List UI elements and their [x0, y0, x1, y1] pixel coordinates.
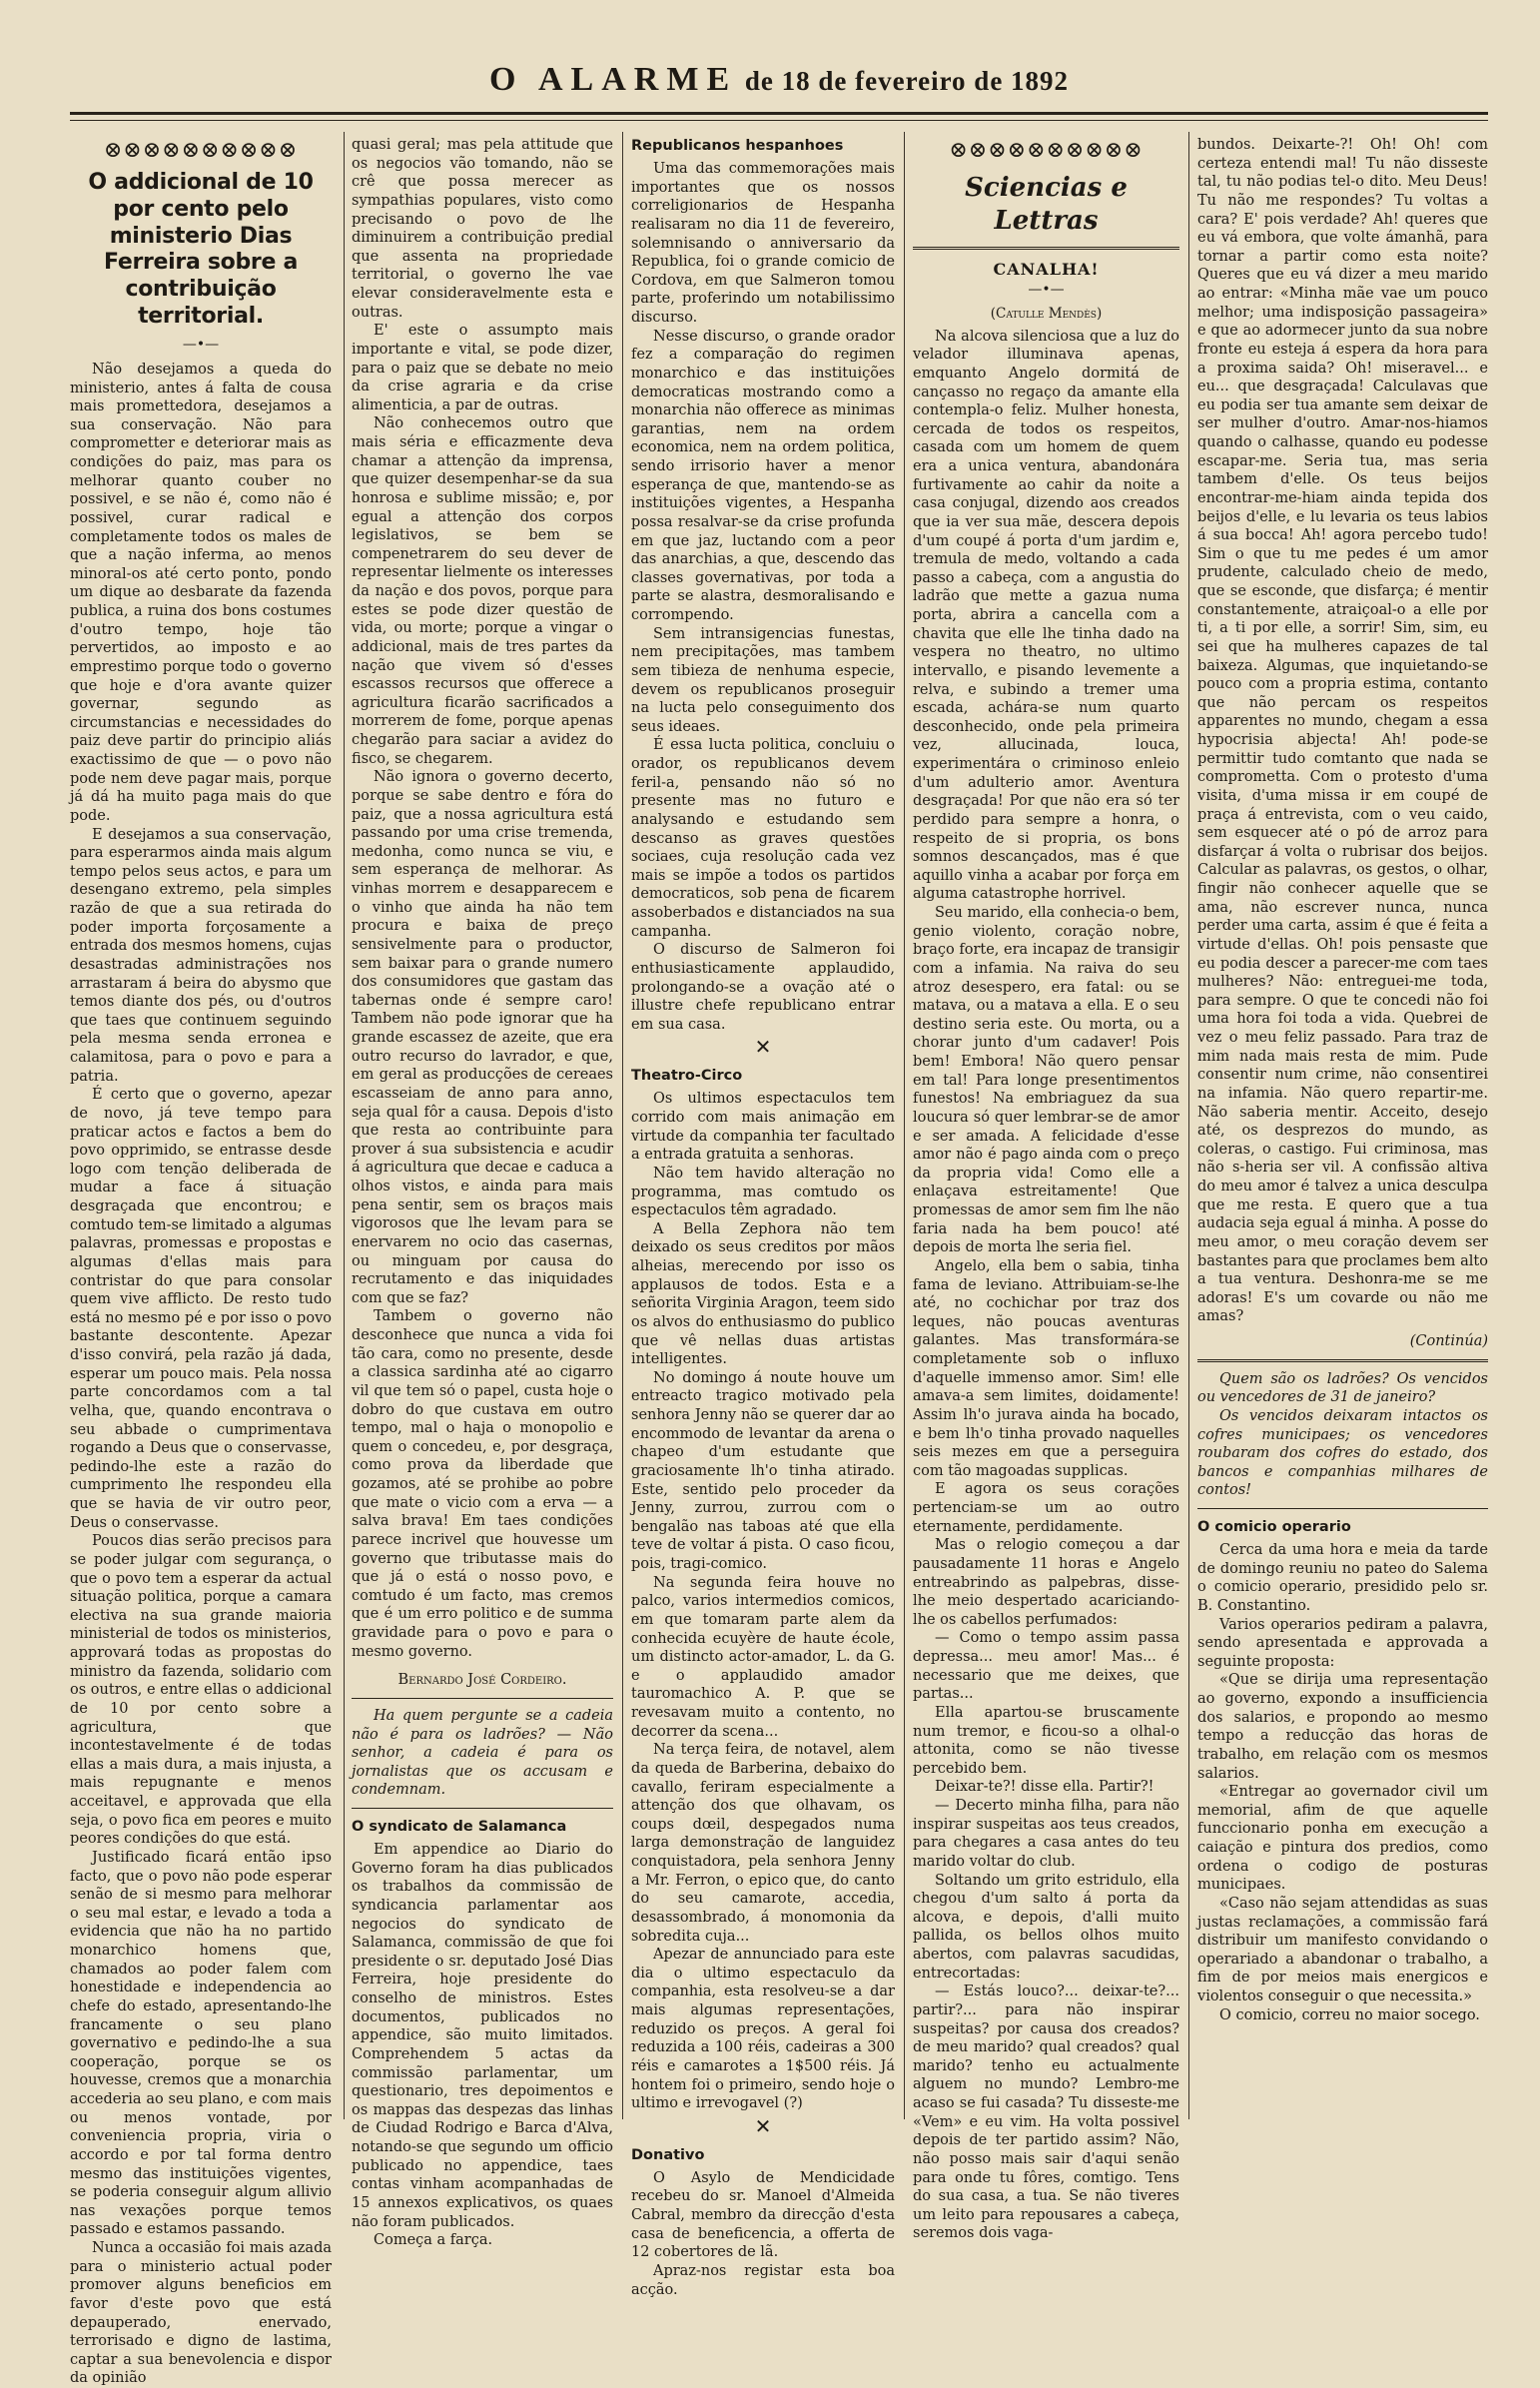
column-divider: [622, 132, 623, 2119]
paragraph: O discurso de Salmeron foi enthusiasticamente applaudido, prolongando-se a ovação até o illustre chefe republicano entrar em sua casa.: [631, 942, 895, 1033]
paragraph: — Estás louco?... deixar-te?... partir?... para não inspirar suspeitas? por causa dos creados? de meu marido? qual creados? qual marido? tenho eu actualmente alguem no mundo? Lembro-me acaso se fui casada? Tu disseste-me «Vem» e eu vim. Ha volta possivel depois de ter partido assim? Não, não posso mais sair d'aqui senão para onde tu fôres, comtigo. Tens do sua casa, a tua. Se não tiveres um leito para repousares a cabeça, seremos dois vaga-: [913, 1984, 1179, 2242]
paragraph: A Bella Zephora não tem deixado os seus creditos por mãos alheias, merecendo por isso os applausos de todos. Esta e a señorita Virginia Aragon, teem sido os alvos do enthusiasmo do publico que vê nellas duas artistas intelligentes.: [631, 1220, 895, 1368]
section-title: O comicio operario: [1197, 1519, 1351, 1535]
paragraph: Angelo, ella bem o sabia, tinha fama de leviano. Attribuiam-se-lhe até, no cochichar por traz dos leques, não poucas aventuras galantes. Mas transformára-se completamente sob o influxo d'aquelle immenso amor. Sim! elle amava-a sem limites, doidamente! Assim lh'o jurava ainda ha bocado, e bem lh'o tinha provado naquelles seis mezes em que a perseguira com tão magoadas supplicas.: [913, 1257, 1179, 1479]
paragraph: Seu marido, ella conhecia-o bem, genio violento, coração nobre, braço forte, era incapaz de transigir com a infamia. Na raiva do seu atroz desespero, era fatal: ou se matava, ou a matava a ella. E o seu destino seria este. Ou morta, ou a chorar junto d'um cadaver! Pois bem! Embora! Não quero pensar em tal! Para longe presentimentos funestos! Na embriaguez da sua loucura só quer lembrar-se de amor e ser amada. A felicidade d'esse amor não é pago ainda com o preço da propria vida! Como elle a enlaçava estreitamente! Que promessas de amor sem fim lhe não faria nada ha bem pouco! até depois de morta lhe seria fiel.: [913, 905, 1179, 1256]
divider: [352, 1698, 613, 1699]
paragraph: Na segunda feira houve no palco, varios intermedios comicos, em que tomaram parte alem da conhecida ecuyère de haute école, um distincto actor-amador, L. da G. e o applaudido amador tauromachico A. P. que se revesavam muito a contento, no decorrer da scena...: [631, 1574, 895, 1740]
quip-text: Quem são os ladrões? Os vencidos ou vencedores de 31 de janeiro?: [1197, 1370, 1488, 1406]
paragraph: bundos. Deixarte-?! Oh! Oh! com certeza entendi mal! Tu não disseste tal, tu não podias tel-o dito. Meu Deus! Tu não me respondes? Tu voltas a cara? E' pois verdade? Ah! queres que eu vá embora, que volte ámanhã, para tornar a partir como esta noite? Queres que eu vá dizer a meu marido ao entrar: «Minha mãe vae um pouco melhor; uma indisposição passageira» e que ao adormecer junto da sua nobre fronte eu esteja á espera da hora para a proxima saida? Oh! miseravel... e eu... que desgraçada! Calculavas que eu podia ser tua amante sem deixar de ser mulher d'outro. Amar-nos-hiamos quando o calhasse, quando eu podesse escapar-me. Seria tua, mas seria tambem d'elle. Os teus beijos encontrar-me-hiam ainda tepida dos beijos d'elle, e lu levaria os teus labios á sua bocca! Ah! agora percebo tudo! Sim o que tu me pedes é um amor prudente, calculado cheio de medo, que se esconde, que disfarça; é mentir constantemente, atraiçoal-o a elle por ti, a ti por elle, a sorrir! Sim, sim, eu sei que ha mulheres capazes de tal baixeza. Algumas, que inquietando-se pouco com a propria estima, contanto que não percam os respeitos apparentes no mundo, chegam a essa hypocrisia abjecta! Ah! pode-se permittir tudo comtanto que nada se comprometta. Com o protesto d'uma visita, d'uma missa ir em coupé de praça á entrevista, com o veu caido, sem esquecer até o pó de arroz para disfarçar á volta o rubrisar dos beijos. Calcular as palavras, os gestos, o olhar, fingir não conhecer aquelle que se ama, não escrever nunca, nunca perder uma carta, assim é que é feita a virtude d'ellas. Oh! pois pensaste que eu podia descer a parecer-me com taes mulheres? Não: entreguei-me toda, para sempre. O que te concedi não foi uma hora foi toda a vida. Quebrei de vez o meu feliz passado. Para traz de mim nada mais resta de mim. Pude consentir num crime, não consentirei na infamia. Não quero repartir-me. Não saberia mentir. Acceito, desejo até, os desprezos do mundo, as coleras, o castigo. Fui criminosa, mas não s-heria ser vil. A confissão altiva do meu amor é talvez a unica desculpa que me resta. E quero que a tua audacia seja egual á minha. A posse do meu amor, o meu coração devem ser bastantes para que proclames bem alto a tua ventura. Deshonra-me se me adoras! E's um covarde ou não me amas?: [1197, 137, 1488, 1325]
divider: [352, 1808, 613, 1809]
paragraph: «Que se dirija uma representação ao governo, expondo a insufficiencia dos salarios, e propondo ao mesmo tempo a reducção das horas de trabalho, em relação com os mesmos salarios.: [1197, 1672, 1488, 1782]
section-heading: Sciencias e Lettras: [965, 173, 1128, 237]
quip-text: Ha quem pergunte se a cadeia não é para os ladrões? — Não senhor, a cadeia é para os jornalistas que os accusam e condemnam.: [352, 1707, 613, 1799]
paragraph: Ella apartou-se bruscamente num tremor, e ficou-so a olhal-o attonita, como se não tivesse percebido bem.: [913, 1704, 1179, 1777]
paragraph: Deixar-te?! disse ella. Partir?!: [935, 1779, 1155, 1796]
paragraph: Sem intransigencias funestas, nem precipitações, mas tambem sem tibieza de nenhuma especie, devem os republicanos proseguir na lucta pelo conseguimento dos seus ideaes.: [631, 625, 895, 735]
section-title: Theatro-Circo: [631, 1068, 743, 1085]
divider: [1197, 1359, 1488, 1362]
paragraph: Nunca a occasião foi mais azada para o ministerio actual poder promover alguns beneficios em favor d'este povo que está depauperado, enervado, terrorisado e digno de lastima, captar a sua benevolencia e dispor da opinião: [70, 2240, 332, 2387]
paragraph: Apraz-nos registar esta boa acção.: [631, 2262, 895, 2298]
story-author: (Catulle Mendès): [990, 306, 1103, 323]
paragraph: Tambem o governo não desconhece que nunca a vida foi tão cara, como no presente, desde a classica sardinha até ao cigarro vil que tem só o papel, custa hoje o dobro do que custava em outro tempo, mal o haja o monopolio e quem o concedeu, e, por desgraça, como prova da liberdade que gozamos, até se prohibe ao pobre que mate o vicio com a erva — a salva brava! Em taes condições parece incrivel que houvesse um governo que tributasse mais do que já o está o nosso povo, e comtudo é um facto, mas cremos que é um erro politico e de summa gravidade para o povo e para o mesmo governo.: [352, 1308, 613, 1660]
paragraph: Não ignora o governo decerto, porque se sabe dentro e fóra do paiz, que a nossa agricultura está passando por uma crise tremenda, medonha, como nunca se viu, e sem esperança de melhorar. As vinhas morrem e desapparecem e o vinho que ainda ha não tem procura e baixa de preço sensivelmente para o productor, sem baixar para o grande numero dos consumidores que gastam das tabernas onde é sempre caro! Tambem não pode ignorar que ha grande escassez de azeite, que era outro recurso do lavrador, e que, em geral as producções de cereaes escasseiam de anno para anno, seja qual fôr a causa. Depois d'isto que resta ao contribuinte para prover á sua subsistencia e acudir á agricultura que decae e caduca a olhos vistos, e ainda para mais pena sentir, sem os braços mais vigorosos que lhe levam para se enervarem no ocio das casernas, ou minguam por causa do recrutamento e das iniquidades com que se faz?: [352, 769, 613, 1306]
paragraph: Cerca da uma hora e meia da tarde de domingo reuniu no pateo do Salema o comicio operario, presidido pelo sr. B. Constantino.: [1197, 1542, 1488, 1614]
paragraph: O comicio, correu no maior socego.: [1219, 2006, 1480, 2023]
quip-box: [352, 1707, 613, 1800]
paragraph: — Como o tempo assim passa depressa... meu amor! Mas... é necessario que me deixes, que partas...: [913, 1630, 1179, 1703]
article-headline: O addicional de 10 por cento pelo ministerio Dias Ferreira sobre a contribuição territorial.: [88, 170, 314, 330]
paragraph: Nesse discurso, o grande orador fez a comparação do regimen monarchico e das instituições democraticas mostrando como a monarchia não offerece as minimas garantias, nem na ordem economica, nem na ordem politica, sendo irrisorio haver a menor esperança de que, mantendo-se as instituições vigentes, a Hespanha possa resalvar-se da crise profunda em que jaz, luctando com a peor das anarchias, a que, descendo das classes governativas, por toda a parte se alastra, desmoralisando e corrompendo.: [631, 328, 895, 623]
paragraph: Em appendice ao Diario do Governo foram ha dias publicados os trabalhos da commissão de syndicancia parlamentar aos negocios do syndicato de Salamanca, commissão de que foi presidente o sr. deputado José Dias Ferreira, hoje presidente do conselho de ministros. Estes documentos, publicados no appendice, são muito limitados. Comprehendem 5 actas da commissão parlamentar, um questionario, tres depoimentos e os mappas das despezas das linhas de Ciudad Rodrigo e Barca d'Alva, notando-se que segundo um officio publicado no appendice, taes contas vinham acompanhadas de 15 annexos explicativos, os quaes não foram publicados.: [352, 1842, 613, 2230]
paragraph: Os ultimos espectaculos tem corrido com mais animação em virtude da companhia ter facultado a entrada gratuita a senhoras.: [631, 1091, 895, 1164]
column-divider: [344, 132, 345, 2119]
paragraph: Na alcova silenciosa que a luz do velador illuminava apenas, emquanto Angelo dormitá de cançasso no regaço da amante ella contempla-o feliz. Mulher honesta, cercada de todos os respeitos, casada com um homem de quem era a unica ventura, abandonára furtivamente ao cahir da noite a casa conjugal, dizendo aos creados que ia ver sua mãe, descera depois d'um coupé á porta d'um jardim e, tremula de medo, voltando a cada passo a cabeça, com a angustia do ladrão que mette a gazua numa porta, abrira a cancella com a chavita que elle lhe tinha dado na vespera no theatro, no ultimo intervallo, e pisando levemente a relva, e subindo a tremer uma escada, achára-se num quarto desconhecido, onde pela primeira vez, allucinada, louca, experimentára o criminoso enleio d'um adulterio amor. Aventura desgraçada! Por que não era só ter perdido para sempre a honra, o respeito de si propria, os bons somnos descançados, mas é que aquillo vinha a acabar por força em alguma catastrophe horrivel.: [913, 328, 1179, 903]
masthead-date: de 18 de fevereiro de 1892: [744, 66, 1070, 96]
paragraph: «Entregar ao governador civil um memorial, afim de que aquelle funccionario ponha em execução a caiação e pintura dos predios, como ordena o codigo de posturas municipaes.: [1197, 1784, 1488, 1894]
paragraph: Varios operarios pediram a palavra, sendo apresentada e approvada a seguinte proposta:: [1197, 1616, 1488, 1670]
paragraph: No domingo á noute houve um entreacto tragico motivado pela senhora Jenny não se querer dar ao encommodo de levantar da arena o chapeo d'um estudante que graciosamente lh'o tinha atirado. Este, sentido pelo proceder da Jenny, zurrou, zurrou com o bengalão nas taboas até que ella teve de voltar á pista. O caso ficou, pois, tragi-comico.: [631, 1369, 895, 1572]
header-rule-thin: [70, 120, 1488, 121]
story-title: CANALHA!: [993, 259, 1100, 279]
continua-label: (Continúa): [1409, 1333, 1488, 1349]
column-divider: [1188, 132, 1189, 2119]
ornament-border: ⊗⊗⊗⊗⊗⊗⊗⊗⊗⊗: [103, 138, 299, 163]
separator: —•—: [182, 336, 220, 353]
column-1: [70, 136, 332, 2387]
paragraph: Soltando um grito estridulo, ella chegou d'um salto á porta da alcova, e depois, d'alli muito pallida, os bellos olhos muito abertos, com palavras sacudidas, entrecortadas:: [913, 1872, 1179, 1982]
quip-text: Os vencidos deixaram intactos os cofres municipaes; os vencedores roubaram dos cofres do estado, dos bancos e companhias milhares de contos!: [1197, 1407, 1488, 1499]
paragraph: Não desejamos a queda do ministerio, antes á falta de cousa mais promettedora, desejamos a sua conservação. Não para comprometter e deteriorar mais as condições do paiz, mas para os melhorar quanto couber no possivel, e se não é, como não é possivel, curar radical e completamente todos os males de que a nação inferma, ao menos minoral-os até certo ponto, pondo um dique ao desbarate da fazenda publica, a ruina dos bons costumes d'outro tempo, hoje tão pervertidos, ao imposto e ao emprestimo porque todo o governo que hoje e d'ora avante quizer governar, segundo as circumstancias e necessidades do paiz deve partir do principio aliás exactissimo de que — o povo não pode nem deve pagar mais, porque já dá ha muito paga mais do que pode.: [70, 361, 332, 824]
column-divider: [904, 132, 905, 2119]
masthead: [70, 58, 1488, 102]
article-signature: Bernardo José Cordeiro.: [397, 1672, 567, 1689]
header-rule: [70, 112, 1488, 115]
masthead-title: O ALARME: [488, 61, 738, 98]
section-title: Donativo: [631, 2146, 705, 2163]
paragraph: quasi geral; mas pela attitude que os negocios vão tomando, não se crê que possa merecer as sympathias populares, visto como precisando o povo de lhe diminuirem a contribuição predial que assenta na propriedade territorial, o governo lhe vae elevar consideravelmente esta e outras.: [352, 137, 613, 321]
paragraph: Começa a farça.: [374, 2232, 493, 2249]
paragraph: Uma das commemorações mais importantes que os nossos correligionarios de Hespanha realisaram no dia 11 de fevereiro, solemnisando o anniversario da Republica, foi o grande comicio de Cordova, em que Salmeron tomou parte, proferindo um notabilissimo discurso.: [631, 161, 895, 326]
paragraph: Não conhecemos outro que mais séria e efficazmente deva chamar a attenção da imprensa, que quizer desempenhar-se da sua honrosa e sublime missão; e, por egual a attenção dos corpos legislativos, se bem se compenetrarem do seu dever de representar lielmente os interesses da nação e dos povos, porque para estes se pode dizer questão de vida, ou morte; porque a vingar o addicional, mais de tres partes da nação que vivem só d'esses escassos recursos que offerece a agricultura ficarão sacrificados a morrerem de fome, porque apenas chegarão para saciar a avidez do fisco, se chegarem.: [352, 415, 613, 767]
column-3: [631, 136, 895, 2298]
paragraph: Poucos dias serão precisos para se poder julgar com segurança, o que o povo tem a esperar da actual situação politica, porque a camara electiva na sua grande maioria ministerial de todos os ministerios, approvará todas as propostas do ministro da fazenda, solidario com os outros, e entre ellas o addicional de 10 por cento sobre a agricultura, que incontestavelmente é de todas ellas a mais dura, a mais injusta, a mais repugnante e menos acceitavel, e approvada que ella seja, o povo fica em peores e muito peores condições do que está.: [70, 1533, 332, 1848]
column-2: [352, 136, 613, 2249]
column-4: [913, 136, 1179, 2242]
paragraph: Apezar de annunciado para este dia o ultimo espectaculo da companhia, esta resolveu-se a dar mais algumas representações, reduzido os preços. A geral foi reduzida a 100 réis, cadeiras a 300 réis e camarotes a 1$500 réis. Já hontem foi o primeiro, sendo hoje o ultimo e irrevogavel (?): [631, 1947, 895, 2112]
paragraph: É certo que o governo, apezar de novo, já teve tempo para praticar actos e factos a bem do povo opprimido, se entrasse desde logo com tenção deliberada de mudar a face á situação desgraçada que encontrou; e comtudo tem-se limitado a algumas palavras, promessas e propostas e algumas d'ellas mais para contristar do que para consolar quem vive afflicto. De resto tudo está no mesmo pé e por isso o povo bastante descontente. Apezar d'isso convirá, pela razão já dada, esperar um pouco mais. Pela nossa parte concordamos com a tal velha, que, quando encontrava o seu abbade o cumprimentava rogando a Deus que o conservasse, pedindo-lhe este a razão do cumprimento lhe respondeu ella que se havia de vir outro peor, Deus o conservasse.: [70, 1087, 332, 1531]
paragraph: «Caso não sejam attendidas as suas justas reclamações, a commissão fará distribuir um manifesto convidando o operariado a abandonar o trabalho, a fim de por meios mais energicos e violentos conseguir o que necessita.»: [1197, 1895, 1488, 2004]
paragraph: — Decerto minha filha, para não inspirar suspeitas aos teus creados, para chegares a casa antes do teu marido voltar do club.: [913, 1798, 1179, 1870]
paragraph: E agora os seus corações pertenciam-se um ao outro eternamente, perdidamente.: [913, 1481, 1179, 1535]
paragraph: Na terça feira, de notavel, alem da queda de Barberina, debaixo do cavallo, feriram especialmente a attenção dos que olhavam, os coups dœil, despegados numa larga demonstração de languidez conquistadora, pela senhora Jenny a Mr. Ferron, o epico que, do canto do seu camarote, accedia, desassombrado, á monomonia da sobredita cuja...: [631, 1742, 895, 1945]
separator: —•—: [1028, 282, 1065, 299]
quip-box: [1197, 1370, 1488, 1500]
section-title: O syndicato de Salamanca: [352, 1819, 567, 1835]
ornament-border: ⊗⊗⊗⊗⊗⊗⊗⊗⊗⊗: [949, 138, 1144, 163]
paragraph: Não tem havido alteração no programma, mas comtudo os espectaculos têm agradado.: [631, 1165, 895, 1219]
paragraph: Mas o relogio começou a dar pausadamente 11 horas e Angelo entreabrindo as palpebras, disse-lhe meio despertado acariciando-lhe os cabellos perfumados:: [913, 1537, 1179, 1628]
paragraph: É essa lucta politica, concluiu o orador, os republicanos devem feril-a, pensando não só no presente mas no futuro e analysando e estudando sem descanso as graves questões sociaes, cuja resolução cada vez mais se impõe a todos os partidos democraticos, sob pena de ficarem assoberbados e distanciados na sua campanha.: [631, 737, 895, 940]
section-title: Republicanos hespanhoes: [631, 138, 844, 154]
paragraph: E' este o assumpto mais importante e vital, se pode dizer, para o paiz que se debate no meio da crise agraria e da crise alimenticia, a par de outras.: [352, 323, 613, 413]
column-5: [1197, 136, 1488, 2118]
paragraph: Justificado ficará então ipso facto, que o povo não pode esperar senão de si mesmo para melhorar o seu mal estar, e levado a toda a evidencia que não ha no partido monarchico homens que, chamados ao poder falem com honestidade e independencia ao chefe do estado, apresentando-lhe francamente o seu plano governativo e pedindo-lhe a sua cooperação, porque se os houvesse, cremos que a monarchia accederia ao seu plano, e com mais ou menos vontade, por conveniencia propria, viria o accordo e por tal forma dentro mesmo das instituições vigentes, se poderia conseguir algum allivio nas vexações porque temos passado e estamos passando.: [70, 1849, 332, 2238]
divider: [913, 247, 1179, 250]
paragraph: E desejamos a sua conservação, para esperarmos ainda mais algum tempo pelos seus actos, e para um desengano extremo, pela simples razão de que a sua retirada do poder importa forçosamente a entrada dos mesmos homens, cujas desastradas administrações nos arrastaram á beira do abysmo que temos diante dos pés, ou d'outros que taes que continuem seguindo pela mesma senda erronea e calamitosa, para o povo e para a patria.: [70, 826, 332, 1085]
cross-separator-icon: ✕: [754, 1035, 772, 1060]
paragraph: O Asylo de Mendicidade recebeu do sr. Manoel d'Almeida Cabral, membro da direcção d'esta casa de beneficencia, a offerta de 12 cobertores de lã.: [631, 2169, 895, 2261]
divider: [1197, 1508, 1488, 1509]
cross-separator-icon: ✕: [754, 2113, 772, 2138]
